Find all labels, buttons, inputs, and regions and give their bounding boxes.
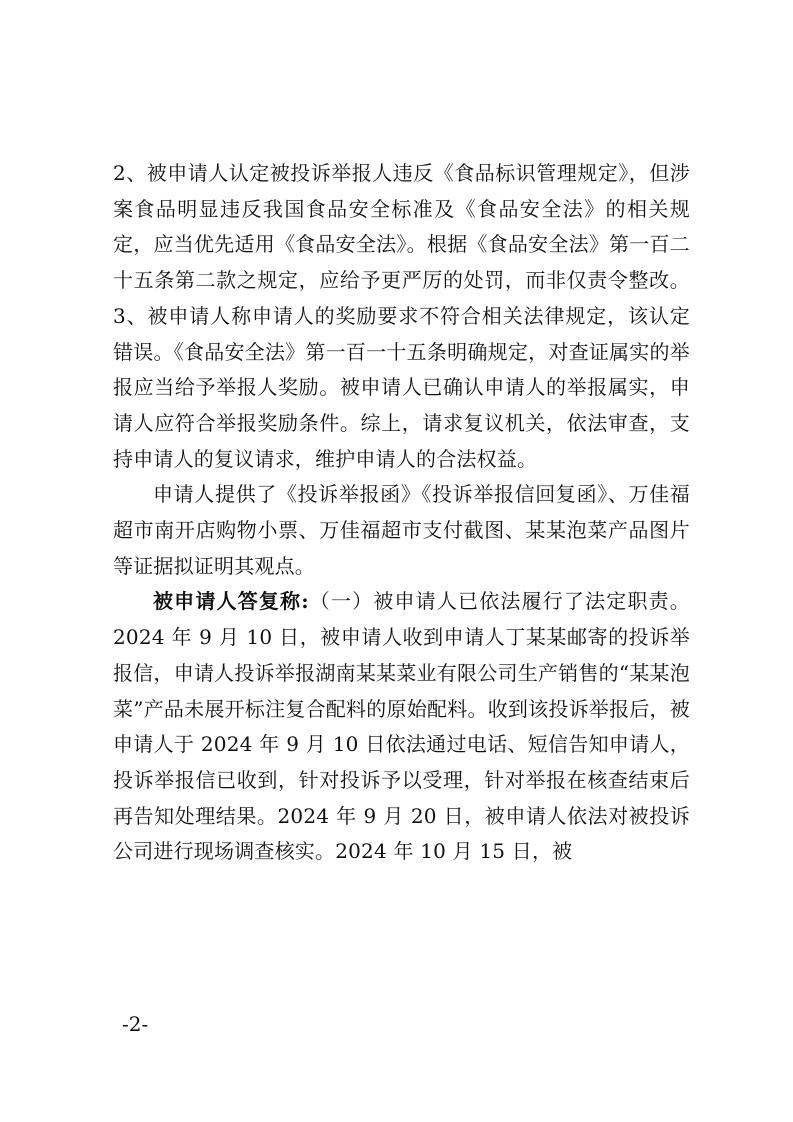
- paragraph-lead-heading: 被申请人答复称:: [153, 589, 309, 614]
- document-body: [113, 156, 690, 870]
- paragraph-respondent-reply: [113, 584, 690, 870]
- page-number: -2-: [122, 1012, 149, 1036]
- paragraph-evidence: [113, 477, 690, 584]
- paragraph-appeal-reasons: [113, 156, 690, 477]
- paragraph-text: 申请人提供了《投诉举报函》《投诉举报信回复函》、万佳福超市南开店购物小票、万佳福超市支付截图、某某泡菜产品图片等证据拟证明其观点。: [113, 482, 690, 578]
- paragraph-text: （一）被申请人已依法履行了法定职责。2024 年 9 月 10 日，被申请人收到申请人丁某某邮寄的投诉举报信，申请人投诉举报湖南某某菜业有限公司生产销售的“某某泡菜”产品未展开标注复合配料的原始配料。收到该投诉举报后，被申请人于 2024 年 9 月 10 日依法通过电话、短信告知申请人，投诉举报信已收到，针对投诉予以受理，针对举报在核查结束后再告知处理结果。2024 年 9 月 20 日，被申请人依法对被投诉公司进行现场调查核实。2024 年 10 月 15 日，被: [113, 589, 691, 864]
- paragraph-text: 2、被申请人认定被投诉举报人违反《食品标识管理规定》，但涉案食品明显违反我国食品安全标准及《食品安全法》的相关规定，应当优先适用《食品安全法》。根据《食品安全法》第一百二十五条第二款之规定，应给予更严厉的处罚，而非仅责令整改。3、被申请人称申请人的奖励要求不符合相关法律规定，该认定错误。《食品安全法》第一百一十五条明确规定，对查证属实的举报应当给予举报人奖励。被申请人已确认申请人的举报属实，申请人应符合举报奖励条件。综上，请求复议机关，依法审查，支持申请人的复议请求，维护申请人的合法权益。: [113, 161, 690, 471]
